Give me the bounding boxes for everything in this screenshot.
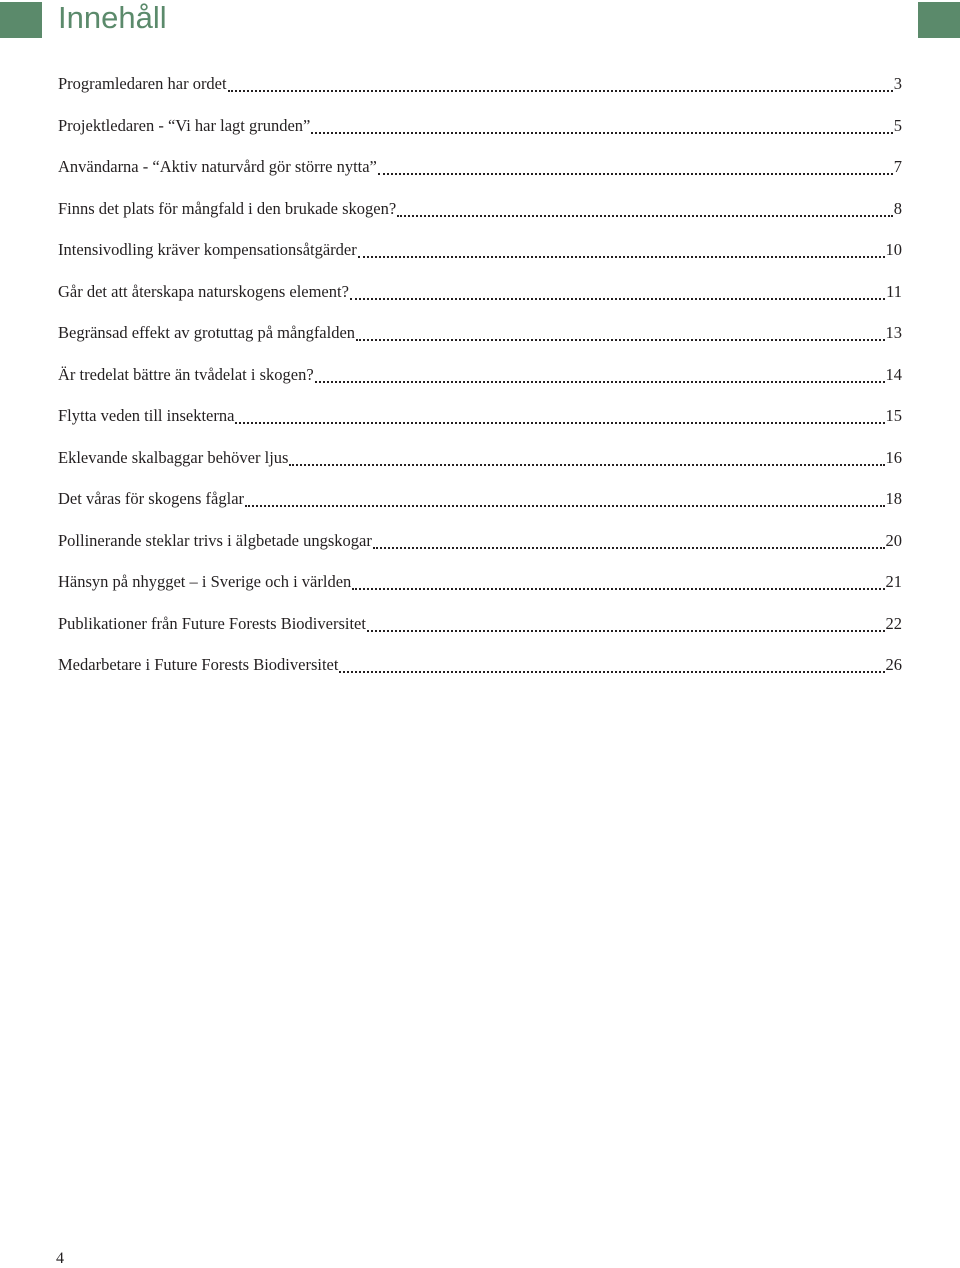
toc-entry[interactable] <box>58 614 902 656</box>
toc-entry-title: Hänsyn på nhygget – i Sverige och i världen <box>58 572 352 591</box>
toc-entry[interactable] <box>58 282 902 324</box>
toc-dot-leader <box>397 209 893 217</box>
page-title: Innehåll <box>58 0 167 35</box>
toc-entry-title: Eklevande skalbaggar behöver ljus <box>58 447 289 467</box>
header-accent-block-right <box>918 2 960 38</box>
toc-entry-page: 5 <box>893 115 902 135</box>
toc-entry-page: 7 <box>893 157 902 176</box>
toc-entry-page: 13 <box>885 323 902 342</box>
toc-dot-leader <box>315 375 885 383</box>
header-accent-block-left <box>0 2 42 38</box>
toc-entry-title: Flytta veden till insekterna <box>58 406 235 425</box>
toc-entry-title: Det våras för skogens fåglar <box>58 489 245 508</box>
toc-entry-title: Publikationer från Future Forests Biodiversitet <box>58 613 366 633</box>
toc-entry[interactable] <box>58 448 902 490</box>
toc-dot-leader <box>367 624 885 632</box>
toc-entry-page: 10 <box>885 240 902 259</box>
toc-entry-title: Går det att återskapa naturskogens element? <box>58 281 349 301</box>
toc-entry-title: Finns det plats för mångfald i den brukade skogen? <box>58 198 397 218</box>
page-number: 4 <box>56 1250 64 1267</box>
toc-entry[interactable] <box>58 199 902 241</box>
toc-entry-page: 11 <box>886 281 902 301</box>
toc-entry-title: Projektledaren - “Vi har lagt grunden” <box>58 115 311 135</box>
toc-entry-page: 3 <box>893 74 902 93</box>
toc-entry[interactable] <box>58 489 902 531</box>
toc-entry[interactable] <box>58 74 902 116</box>
toc-entry-page: 18 <box>885 489 902 508</box>
toc-entry[interactable] <box>58 157 902 199</box>
toc-entry-page: 20 <box>885 530 902 550</box>
toc-entry-title: Begränsad effekt av grotuttag på mångfalden <box>58 323 356 342</box>
toc-dot-leader <box>358 250 885 258</box>
toc-entry[interactable] <box>58 406 902 448</box>
toc-dot-leader <box>339 665 884 673</box>
toc-entry-page: 22 <box>885 613 902 633</box>
toc-entry-title: Programledaren har ordet <box>58 74 227 93</box>
toc-dot-leader <box>356 333 884 341</box>
toc-entry-page: 15 <box>885 406 902 425</box>
toc-entry-page: 26 <box>885 655 902 674</box>
toc-entry-title: Intensivodling kräver kompensationsåtgärder <box>58 240 357 259</box>
toc-entry-page: 14 <box>885 364 902 384</box>
toc-dot-leader <box>373 541 885 549</box>
table-of-contents <box>58 74 902 697</box>
toc-entry[interactable] <box>58 531 902 573</box>
toc-entry-title: Medarbetare i Future Forests Biodiversitet <box>58 655 339 674</box>
toc-entry[interactable] <box>58 240 902 282</box>
toc-dot-leader <box>311 126 892 134</box>
toc-entry[interactable] <box>58 365 902 407</box>
toc-entry-page: 21 <box>885 572 902 591</box>
toc-dot-leader <box>350 292 885 300</box>
toc-dot-leader <box>245 499 884 507</box>
toc-entry-title: Pollinerande steklar trivs i älgbetade ungskogar <box>58 530 372 550</box>
toc-dot-leader <box>289 458 884 466</box>
toc-entry[interactable] <box>58 323 902 365</box>
toc-dot-leader <box>235 416 884 424</box>
toc-dot-leader <box>228 84 893 92</box>
toc-entry[interactable] <box>58 655 902 697</box>
toc-entry-title: Användarna - “Aktiv naturvård gör större nytta” <box>58 157 377 176</box>
toc-entry[interactable] <box>58 572 902 614</box>
toc-dot-leader <box>352 582 884 590</box>
toc-entry-title: Är tredelat bättre än tvådelat i skogen? <box>58 364 314 384</box>
toc-dot-leader <box>378 167 893 175</box>
toc-entry[interactable] <box>58 116 902 158</box>
toc-entry-page: 16 <box>885 447 902 467</box>
toc-entry-page: 8 <box>893 198 902 218</box>
